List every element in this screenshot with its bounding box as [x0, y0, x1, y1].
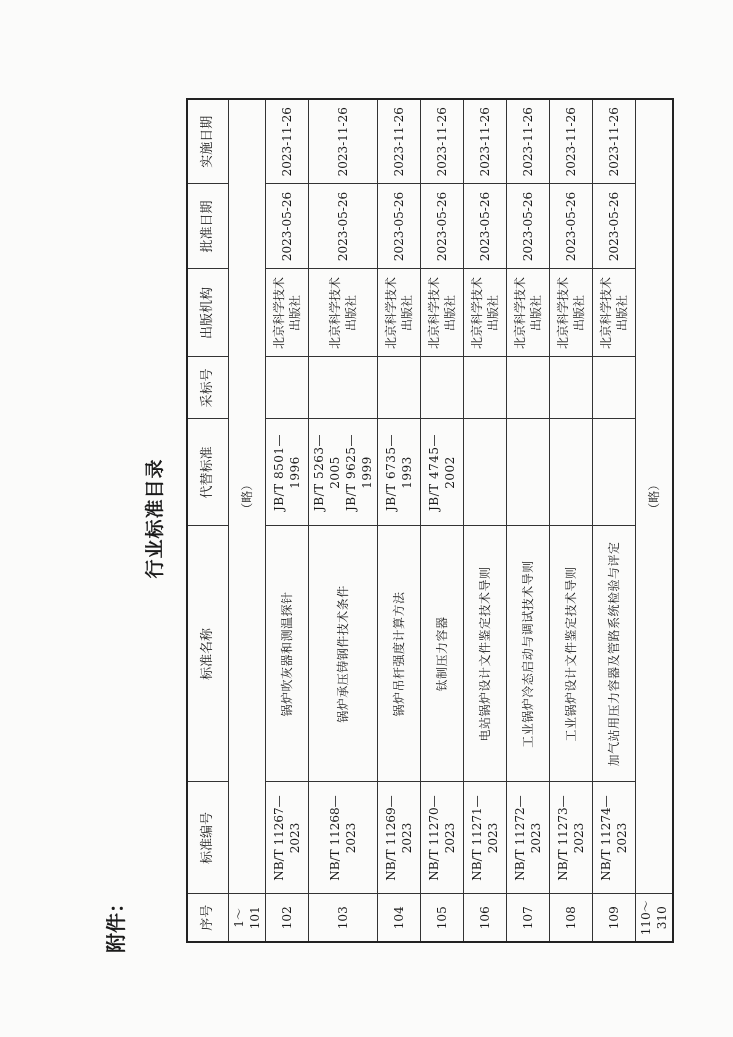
cell-name: 锅炉吊杆强度计算方法	[378, 526, 421, 782]
cell-replaces	[378, 419, 421, 526]
cell-code: NB/T 11269—2023	[378, 782, 421, 894]
header-name: 标准名称	[187, 526, 229, 782]
omitted-seq: 110～310	[636, 894, 674, 942]
cell-replaces	[464, 419, 507, 526]
cell-replaces	[593, 419, 636, 526]
cell-publisher: 北京科学技术出版社	[421, 269, 464, 357]
cell-code: NB/T 11268—2023	[309, 782, 378, 894]
cell-name: 锅炉承压铸钢件技术条件	[309, 526, 378, 782]
cell-replaces	[507, 419, 550, 526]
cell-seq: 102	[266, 894, 309, 942]
cell-adopted	[266, 357, 309, 419]
cell-publisher: 北京科学技术出版社	[593, 269, 636, 357]
cell-approval-date: 2023-05-26	[266, 184, 309, 269]
replaced-standard: JB/T 5263—2005	[312, 433, 342, 512]
cell-seq: 109	[593, 894, 636, 942]
cell-effective-date: 2023-11-26	[550, 99, 593, 184]
cell-code: NB/T 11271—2023	[464, 782, 507, 894]
table-row-omitted-bottom	[636, 99, 674, 942]
cell-seq: 104	[378, 894, 421, 942]
table-row	[464, 99, 507, 942]
cell-approval-date: 2023-05-26	[421, 184, 464, 269]
table-row	[593, 99, 636, 942]
attachment-label: 附件：	[104, 893, 128, 953]
cell-code: NB/T 11274—2023	[593, 782, 636, 894]
cell-code: NB/T 11267—2023	[266, 782, 309, 894]
cell-publisher: 北京科学技术出版社	[464, 269, 507, 357]
table-row	[266, 99, 309, 942]
cell-replaces	[266, 419, 309, 526]
replaced-standard: JB/T 9625—1999	[344, 433, 374, 512]
omitted-note: （略）	[229, 99, 266, 894]
header-approval-date: 批准日期	[187, 184, 229, 269]
replaced-standard: JB/T 4745—2002	[427, 433, 457, 512]
cell-effective-date: 2023-11-26	[421, 99, 464, 184]
cell-name: 加气站用压力容器及管路系统检验与评定	[593, 526, 636, 782]
cell-effective-date: 2023-11-26	[593, 99, 636, 184]
cell-approval-date: 2023-05-26	[464, 184, 507, 269]
cell-approval-date: 2023-05-26	[507, 184, 550, 269]
cell-publisher: 北京科学技术出版社	[507, 269, 550, 357]
header-effective-date: 实施日期	[187, 99, 229, 184]
cell-adopted	[464, 357, 507, 419]
cell-name: 锅炉吹灰器和测温探针	[266, 526, 309, 782]
cell-code: NB/T 11270—2023	[421, 782, 464, 894]
table-row	[421, 99, 464, 942]
cell-adopted	[378, 357, 421, 419]
cell-publisher: 北京科学技术出版社	[309, 269, 378, 357]
table-row	[309, 99, 378, 942]
table-row-omitted-top	[229, 99, 266, 942]
replaced-standard: JB/T 6735—1993	[384, 433, 414, 512]
table-header-row	[187, 99, 229, 942]
cell-replaces	[309, 419, 378, 526]
table-row	[507, 99, 550, 942]
cell-effective-date: 2023-11-26	[378, 99, 421, 184]
document-title: 行业标准目录	[144, 458, 166, 579]
cell-adopted	[593, 357, 636, 419]
cell-approval-date: 2023-05-26	[593, 184, 636, 269]
cell-publisher: 北京科学技术出版社	[378, 269, 421, 357]
standards-table	[186, 98, 674, 943]
header-code: 标准编号	[187, 782, 229, 894]
header-replaces: 代替标准	[187, 419, 229, 526]
cell-seq: 106	[464, 894, 507, 942]
cell-adopted	[507, 357, 550, 419]
table-row	[550, 99, 593, 942]
header-seq: 序号	[187, 894, 229, 942]
cell-name: 工业锅炉设计文件鉴定技术导则	[550, 526, 593, 782]
header-publisher: 出版机构	[187, 269, 229, 357]
cell-effective-date: 2023-11-26	[464, 99, 507, 184]
cell-effective-date: 2023-11-26	[309, 99, 378, 184]
cell-publisher: 北京科学技术出版社	[266, 269, 309, 357]
cell-seq: 108	[550, 894, 593, 942]
cell-code: NB/T 11273—2023	[550, 782, 593, 894]
cell-replaces	[421, 419, 464, 526]
omitted-seq: 1～101	[229, 894, 266, 942]
omitted-note: （略）	[636, 99, 674, 894]
cell-adopted	[550, 357, 593, 419]
cell-name: 电站锅炉设计文件鉴定技术导则	[464, 526, 507, 782]
cell-name: 工业锅炉冷态启动与调试技术导则	[507, 526, 550, 782]
header-adopted: 采标号	[187, 357, 229, 419]
cell-effective-date: 2023-11-26	[266, 99, 309, 184]
cell-approval-date: 2023-05-26	[309, 184, 378, 269]
cell-publisher: 北京科学技术出版社	[550, 269, 593, 357]
cell-code: NB/T 11272—2023	[507, 782, 550, 894]
cell-name: 钛制压力容器	[421, 526, 464, 782]
cell-seq: 103	[309, 894, 378, 942]
replaced-standard: JB/T 8501—1996	[272, 433, 302, 512]
cell-effective-date: 2023-11-26	[507, 99, 550, 184]
cell-replaces	[550, 419, 593, 526]
table-row	[378, 99, 421, 942]
cell-approval-date: 2023-05-26	[550, 184, 593, 269]
cell-seq: 105	[421, 894, 464, 942]
cell-adopted	[421, 357, 464, 419]
cell-approval-date: 2023-05-26	[378, 184, 421, 269]
cell-seq: 107	[507, 894, 550, 942]
cell-adopted	[309, 357, 378, 419]
